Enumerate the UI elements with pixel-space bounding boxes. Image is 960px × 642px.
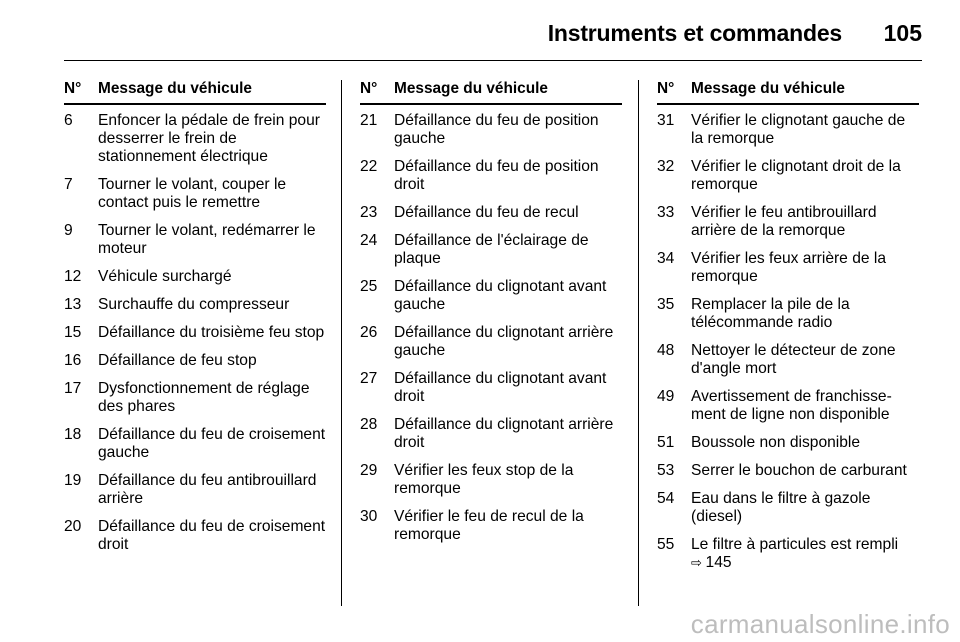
message-text bbox=[691, 462, 919, 480]
message-label: Eau dans le filtre à gazole (diesel) bbox=[691, 490, 871, 525]
message-label: Vérifier le clignotant droit de la remorque bbox=[691, 158, 901, 193]
message-label: Tourner le volant, redémarrer le moteur bbox=[98, 222, 316, 257]
message-number: 21 bbox=[360, 112, 378, 129]
message-text bbox=[98, 112, 326, 166]
table-row bbox=[360, 416, 622, 452]
message-label: Défaillance du feu de croisement gauche bbox=[98, 426, 326, 461]
table-header bbox=[64, 80, 326, 105]
message-text bbox=[394, 278, 622, 314]
table-row bbox=[360, 508, 622, 544]
message-text bbox=[691, 296, 919, 332]
message-text bbox=[394, 204, 622, 222]
message-number: 18 bbox=[64, 426, 82, 443]
page-title: Instruments et commandes bbox=[547, 20, 842, 46]
message-number: 55 bbox=[657, 536, 675, 553]
table-row bbox=[64, 380, 326, 416]
message-text bbox=[691, 250, 919, 286]
message-number: 33 bbox=[657, 204, 675, 221]
table-row bbox=[360, 158, 622, 194]
table-row bbox=[64, 426, 326, 462]
message-text bbox=[98, 472, 326, 508]
message-text bbox=[98, 518, 326, 554]
table-row bbox=[657, 342, 919, 378]
message-number: 31 bbox=[657, 112, 675, 129]
message-text bbox=[691, 204, 919, 240]
message-text bbox=[98, 352, 326, 370]
message-number: 32 bbox=[657, 158, 675, 175]
message-label: Défaillance du feu de position droit bbox=[394, 158, 599, 193]
table-row bbox=[360, 370, 622, 406]
column-divider bbox=[638, 80, 639, 606]
message-label: Le filtre à particules est rempli bbox=[691, 536, 899, 553]
column-divider bbox=[341, 80, 342, 606]
message-number: 6 bbox=[64, 112, 73, 129]
message-label: Défaillance du feu de recul bbox=[394, 204, 579, 221]
message-label: Vérifier le clignotant gauche de la remorque bbox=[691, 112, 906, 147]
message-number: 54 bbox=[657, 490, 675, 507]
table-row bbox=[64, 518, 326, 554]
number-column-header: N° bbox=[657, 80, 675, 97]
watermark: carmanualsonline.info bbox=[690, 609, 950, 639]
message-label: Serrer le bouchon de carburant bbox=[691, 462, 907, 479]
page-number: 105 bbox=[883, 20, 922, 46]
message-label: Vérifier les feux arrière de la remorque bbox=[691, 250, 887, 285]
message-text bbox=[691, 434, 919, 452]
table-row bbox=[657, 158, 919, 194]
table-row bbox=[657, 112, 919, 148]
message-label: Boussole non disponible bbox=[691, 434, 861, 451]
table-row bbox=[657, 462, 919, 480]
message-label: Avertissement de franchisse-ment de ligne non disponible bbox=[691, 388, 892, 423]
message-text bbox=[98, 222, 326, 258]
message-label: Vérifier les feux stop de la remorque bbox=[394, 462, 574, 497]
message-text bbox=[691, 158, 919, 194]
table-row bbox=[360, 232, 622, 268]
message-label: Enfoncer la pédale de frein pour desserrer le frein de stationnement électrique bbox=[98, 112, 320, 165]
message-label: Vérifier le feu antibrouillard arrière de la remorque bbox=[691, 204, 877, 239]
message-text bbox=[98, 324, 326, 342]
number-column-header: N° bbox=[360, 80, 378, 97]
message-number: 24 bbox=[360, 232, 378, 249]
message-number: 16 bbox=[64, 352, 82, 369]
message-number: 53 bbox=[657, 462, 675, 479]
message-label: Nettoyer le détecteur de zone d'angle mort bbox=[691, 342, 896, 377]
table-row bbox=[64, 112, 326, 166]
table-row bbox=[64, 268, 326, 286]
message-number: 19 bbox=[64, 472, 82, 489]
message-text bbox=[98, 268, 326, 286]
message-number: 35 bbox=[657, 296, 675, 313]
message-number: 12 bbox=[64, 268, 82, 285]
message-text bbox=[98, 380, 326, 416]
page-reference: 145 bbox=[705, 554, 732, 571]
table-header bbox=[360, 80, 622, 105]
message-number: 15 bbox=[64, 324, 82, 341]
table-header bbox=[657, 80, 919, 105]
table-row bbox=[64, 222, 326, 258]
message-text bbox=[691, 112, 919, 148]
message-text bbox=[691, 490, 919, 526]
table-row bbox=[657, 388, 919, 424]
message-text bbox=[394, 462, 622, 498]
message-label: Véhicule surchargé bbox=[98, 268, 232, 285]
message-label: Défaillance du troisième feu stop bbox=[98, 324, 325, 341]
message-text bbox=[691, 388, 919, 424]
table-row bbox=[360, 462, 622, 498]
table-row bbox=[64, 296, 326, 314]
message-label: Défaillance de l'éclairage de plaque bbox=[394, 232, 589, 267]
message-text bbox=[98, 426, 326, 462]
table-row bbox=[657, 250, 919, 286]
message-number: 26 bbox=[360, 324, 378, 341]
message-number: 34 bbox=[657, 250, 675, 267]
message-number: 27 bbox=[360, 370, 378, 387]
table-row bbox=[360, 204, 622, 222]
message-label: Défaillance du clignotant arrière gauche bbox=[394, 324, 614, 359]
message-number: 7 bbox=[64, 176, 73, 193]
message-label: Vérifier le feu de recul de la remorque bbox=[394, 508, 584, 543]
message-number: 20 bbox=[64, 518, 82, 535]
message-column-header: Message du véhicule bbox=[394, 80, 548, 97]
table-row bbox=[360, 324, 622, 360]
message-label: Surchauffe du compresseur bbox=[98, 296, 290, 313]
table-row bbox=[657, 490, 919, 526]
table-row bbox=[64, 324, 326, 342]
message-text bbox=[98, 296, 326, 314]
number-column-header: N° bbox=[64, 80, 82, 97]
table-row bbox=[657, 434, 919, 452]
message-label: Remplacer la pile de la télécommande radio bbox=[691, 296, 850, 331]
message-label: Défaillance du feu antibrouillard arrière bbox=[98, 472, 317, 507]
message-table-column-3 bbox=[657, 80, 919, 582]
message-label: Défaillance du clignotant avant droit bbox=[394, 370, 607, 405]
message-label: Défaillance du feu de croisement droit bbox=[98, 518, 326, 553]
message-label: Dysfonctionnement de réglage des phares bbox=[98, 380, 310, 415]
message-number: 29 bbox=[360, 462, 378, 479]
table-row bbox=[657, 536, 919, 572]
message-column-header: Message du véhicule bbox=[691, 80, 845, 97]
message-label: Défaillance du clignotant avant gauche bbox=[394, 278, 607, 313]
message-column-header: Message du véhicule bbox=[98, 80, 252, 97]
message-text bbox=[394, 112, 622, 148]
message-label: Tourner le volant, couper le contact puis le remettre bbox=[98, 176, 287, 211]
table-row bbox=[657, 296, 919, 332]
message-number: 23 bbox=[360, 204, 378, 221]
table-row bbox=[657, 204, 919, 240]
table-row bbox=[360, 278, 622, 314]
message-text bbox=[394, 232, 622, 268]
message-number: 17 bbox=[64, 380, 82, 397]
message-text bbox=[394, 158, 622, 194]
message-label: Défaillance du clignotant arrière droit bbox=[394, 416, 614, 451]
message-number: 13 bbox=[64, 296, 82, 313]
table-row bbox=[64, 176, 326, 212]
message-label: Défaillance de feu stop bbox=[98, 352, 257, 369]
message-text bbox=[98, 176, 326, 212]
message-number: 9 bbox=[64, 222, 73, 239]
message-label: Défaillance du feu de position gauche bbox=[394, 112, 599, 147]
message-number: 28 bbox=[360, 416, 378, 433]
table-row bbox=[360, 112, 622, 148]
message-number: 30 bbox=[360, 508, 378, 525]
message-number: 22 bbox=[360, 158, 378, 175]
message-text bbox=[394, 324, 622, 360]
message-table-column-1 bbox=[64, 80, 326, 564]
message-text bbox=[394, 370, 622, 406]
message-number: 49 bbox=[657, 388, 675, 405]
message-number: 25 bbox=[360, 278, 378, 295]
message-number: 51 bbox=[657, 434, 675, 451]
page-reference-arrow-icon: ⇨ bbox=[691, 555, 706, 570]
message-number: 48 bbox=[657, 342, 675, 359]
message-text bbox=[394, 508, 622, 544]
table-row bbox=[64, 472, 326, 508]
message-text bbox=[691, 342, 919, 378]
message-text bbox=[691, 536, 919, 572]
table-row bbox=[64, 352, 326, 370]
message-text bbox=[394, 416, 622, 452]
message-table-column-2 bbox=[360, 80, 622, 554]
page-header bbox=[64, 14, 922, 61]
